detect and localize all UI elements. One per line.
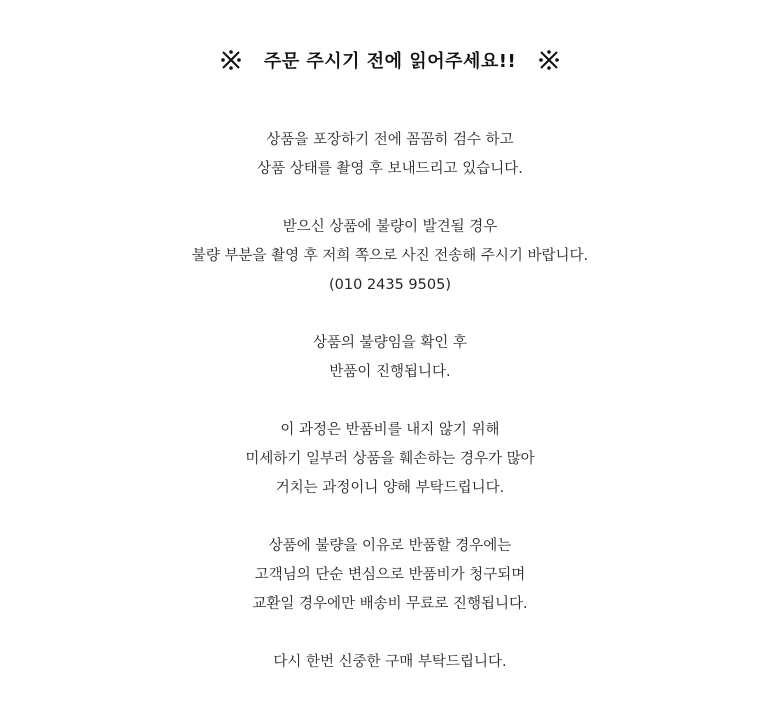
text-line: 고객님의 단순 변심으로 반품비가 청구되며 [254, 567, 526, 583]
paragraph-return-fee [0, 532, 780, 619]
text-line: 상품 상태를 촬영 후 보내드리고 있습니다. [257, 161, 523, 177]
paragraph-return-process [0, 329, 780, 387]
text-line: 불량 부분을 촬영 후 저희 쪽으로 사진 전송해 주시기 바랍니다. [191, 248, 589, 264]
notice-title-row [0, 44, 780, 76]
notice-title: 주문 주시기 전에 읽어주세요!! [263, 51, 517, 72]
text-line: 상품의 불량임을 확인 후 [313, 335, 467, 351]
notice-body [0, 126, 780, 706]
text-line: 미세하기 일부러 상품을 훼손하는 경우가 많아 [245, 451, 535, 467]
text-line: 상품을 포장하기 전에 꼼꼼히 검수 하고 [266, 132, 514, 148]
text-line: 거치는 과정이니 양해 부탁드립니다. [275, 480, 505, 496]
paragraph-reason [0, 416, 780, 503]
text-line: 이 과정은 반품비를 내지 않기 위해 [280, 422, 500, 438]
text-line: 반품이 진행됩니다. [329, 364, 451, 380]
text-line: 다시 한번 신중한 구매 부탁드립니다. [273, 654, 507, 670]
text-line: 상품에 불량을 이유로 반품할 경우에는 [268, 538, 512, 554]
reference-mark-icon [220, 49, 242, 71]
phone-number: (010 2435 9505) [328, 277, 451, 293]
text-line: 받으신 상품에 불량이 발견될 경우 [282, 219, 498, 235]
paragraph-defect-report [0, 213, 780, 300]
reference-mark-icon [538, 49, 560, 71]
paragraph-closing [0, 648, 780, 677]
paragraph-inspection [0, 126, 780, 184]
text-line: 교환일 경우에만 배송비 무료로 진행됩니다. [252, 596, 528, 612]
